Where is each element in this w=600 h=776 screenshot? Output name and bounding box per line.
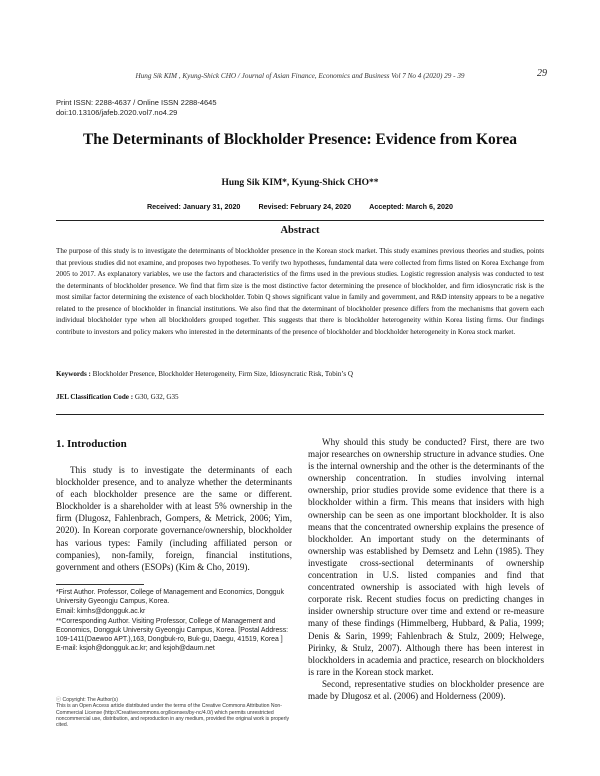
license-text: This is an Open Access article distributed under the terms of the Creative Commons Attribution Non-Commercial License (http://Creativecommons.org/licenses/by-nc/4.0/) which permits unrestricted noncommercial use, distribution, and reproduction in any medium, provided the original work is properly cited. [56,703,290,729]
first-author-note: *First Author. Professor, College of Management and Economics, Dongguk University Gyeongju Campus, Korea. [56,589,284,605]
jel-label: JEL Classification Code : [56,393,134,401]
right-column [308,436,544,702]
corresponding-author-note: **Corresponding Author. Visiting Professor, College of Management and Economics, Dongguk University Gyeongju Campus, Korea. [Postal Address: 109-1411(Daewoo APT.),163, Dongbuk-ro, Buk-gu, Daegu, 41519, Korea ] [56,617,289,643]
page-number: 29 [537,68,547,79]
corresponding-author-email: E-mail: ksjoh@dongguk.ac.kr; and ksjoh@daum.net [56,645,215,653]
copyright-notice [56,697,292,728]
abstract-text: The purpose of this study is to investigate the determinants of blockholder presence in the Korean stock market. This study examines previous theories and studies, points that previous studies did not examine, and proposes two hypotheses. To verify two hypotheses, fundamental data were collected from firms listed on Korea Exchange from 2005 to 2017. As explanatory variables, we use the factors and characteristics of the firms used in the previous studies. Logistic regression analysis was conducted to test the determinants of blockholder presence. We find that firm size is the most distinctive factor determining the presence of blockholder, and firm idiosyncratic risk is the most similar factor determining the existence of each blockholder. Tobin Q shows significant value in family and government, and R&D intensity appears to be a negative related to the presence of blockholder in financial institutions. We also find that the determinant of blockholder presence differs from the mechanisms that govern each individual blockholder type when all blockholders grouped together. This suggests that there is blockholder heterogeneity within Korea listing firms. Our findings contribute to investors and policy makers who interested in the determinants of the presence of blockholder and blockholder heterogeneity in Korea stock market. [56,247,544,336]
submission-dates [0,202,600,211]
section-heading: 1. Introduction [56,438,127,450]
accepted-date: Accepted: March 6, 2020 [369,202,454,211]
copyright-line: ⓒ Copyright: The Author(s) [56,697,118,703]
footnote-rule [56,584,144,585]
section-divider-rule [56,414,544,415]
received-date: Received: January 31, 2020 [146,202,241,211]
running-head: Hung Sik KIM , Kyung-Shick CHO / Journal of Asian Finance, Economics and Business Vol 7 No 4 (2020) 29 - 39 [135,72,465,80]
issn-line: Print ISSN: 2288-4637 / Online ISSN 2288-4645 [56,98,217,107]
body-paragraph: Second, representative studies on blockholder presence are made by Dlugosz et al. (2006) and Holderness (2009). [308,678,544,701]
first-author-email: Email: kimhs@dongguk.ac.kr [56,607,146,615]
keywords [56,370,544,378]
body-paragraph: Why should this study be conducted? First, there are two major researches on ownership structure in advance studies. One is the internal ownership and the other is the determinants of the ownership concentration. In studies involving internal ownership, prior studies provide some evidence that there is a blockholder within a firm. This means that insiders with high ownership can be seen as one important blockholder. It is also means that the concentrated ownership explains the presence of blockholder. An important study on the determinants of ownership was established by Demsetz and Lehn (1985). They investigate cross-sectional determinants of ownership concentration in U.S. listed companies and find that concentrated ownership is associated with high levels of corporate risk. Recent studies focus on predicting changes in insider ownership structure over time and extend or re-measure many of these findings (Himmelberg, Hubbard, & Palia, 1999; Denis & Sarin, 1999; Fahlenbrach & Stulz, 2009; Helwege, Pirinky, & Stulz, 2007). Although there has been interest in blockholders in academia and practice, research on blockholders is rare in the Korean stock market. [308,437,544,677]
keywords-value: Blockholder Presence, Blockholder Heterogeneity, Firm Size, Idiosyncratic Risk, Tobin’s Q [92,370,353,378]
keywords-label: Keywords : [56,370,91,378]
jel-codes [56,393,544,401]
author-line: Hung Sik KIM*, Kyung-Shick CHO** [221,178,379,188]
intro-paragraph: This study is to investigate the determinants of each blockholder presence, and to analyze whether the determinants of each blockholder presence are the same or different. Blockholder is a shareholder with at least 5% ownership in the firm (Dlugosz, Fahlenbrach, Gompers, & Metrick, 2006; Yim, 2020). In Korean corporate governance/ownership, blockholder has various types: Family (including affiliated person or companies), non-family, foreign, financial institutions, government and others (ESOPs) (Kim & Cho, 2019). [56,465,292,572]
jel-value: G30, G32, G35 [134,393,179,401]
abstract-heading: Abstract [280,225,320,236]
author-footnotes [56,589,292,655]
abstract-top-rule [56,220,544,221]
left-column [56,464,292,573]
paper-title: The Determinants of Blockholder Presence: Evidence from Korea [82,131,518,148]
issn-block [56,98,217,118]
doi-line: doi:10.13106/jafeb.2020.vol7.no4.29 [56,108,178,117]
revised-date: Revised: February 24, 2020 [258,202,352,211]
